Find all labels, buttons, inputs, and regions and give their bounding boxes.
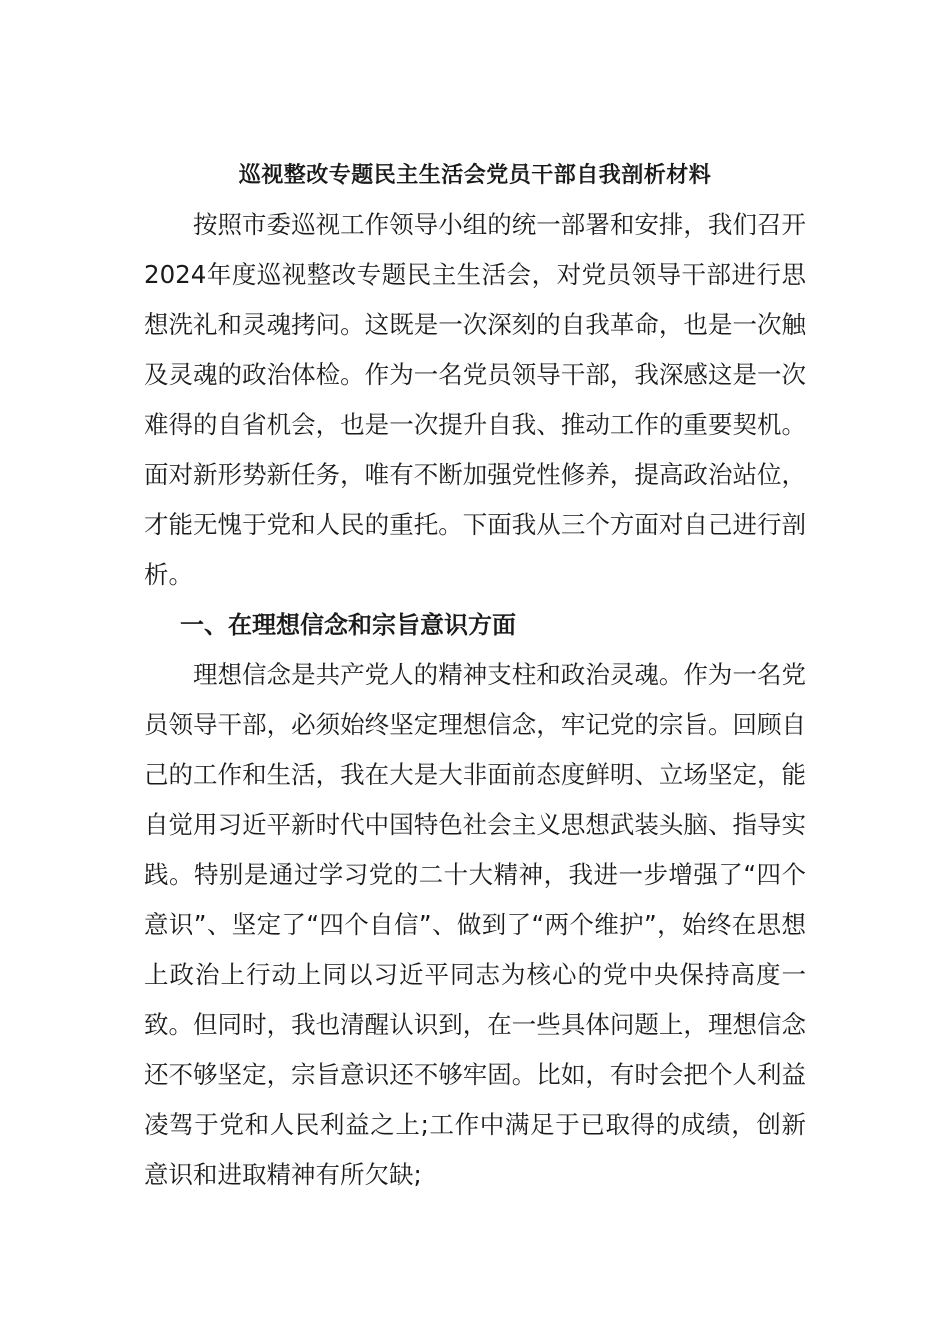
section-paragraph: 理想信念是共产党人的精神支柱和政治灵魂。作为一名党员领导干部，必须始终坚定理想信念，牢记党的宗旨。回顾自己的工作和生活，我在大是大非面前态度鲜明、立场坚定，能自觉用习近平新时代中国特色社会主义思想武装头脑、指导实践。特别是通过学习党的二十大精神，我进一步增强了“四个意识”、坚定了“四个自信”、做到了“两个维护”，始终在思想上政治上行动上同以习近平同志为核心的党中央保持高度一致。但同时，我也清醒认识到，在一些具体问题上，理想信念还不够坚定，宗旨意识还不够牢固。比如，有时会把个人利益凌驾于党和人民利益之上;工作中满足于已取得的成绩，创新意识和进取精神有所欠缺; xyxy=(144,660,806,1189)
intro-paragraph: 按照市委巡视工作领导小组的统一部署和安排，我们召开2024年度巡视整改专题民主生活会，对党员领导干部进行思想洗礼和灵魂拷问。这既是一次深刻的自我革命，也是一次触及灵魂的政治体检。作为一名党员领导干部，我深感这是一次难得的自省机会，也是一次提升自我、推动工作的重要契机。面对新形势新任务，唯有不断加强党性修养，提高政治站位，才能无愧于党和人民的重托。下面我从三个方面对自己进行剖析。 xyxy=(144,210,806,589)
document-page xyxy=(144,154,806,1200)
document-title: 巡视整改专题民主生活会党员干部自我剖析材料 xyxy=(238,163,712,188)
section-heading: 一、在理想信念和宗旨意识方面 xyxy=(180,611,516,639)
